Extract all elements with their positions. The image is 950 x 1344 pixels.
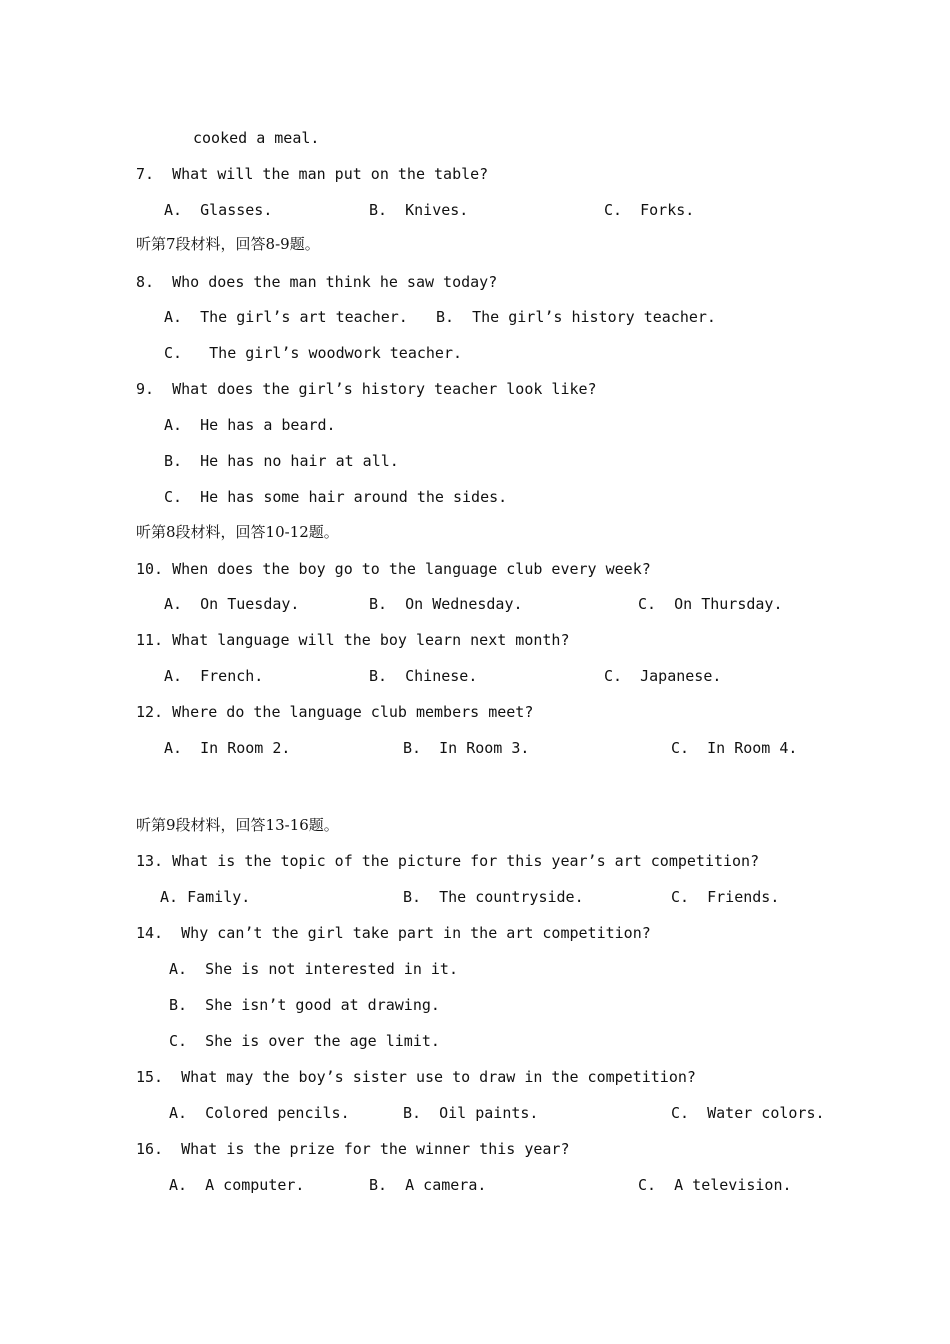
question-9: 9. What does the girl’s history teacher look like? — [136, 380, 597, 398]
q11-option-a: A. French. — [164, 667, 264, 685]
q7-option-b: B. Knives. — [369, 201, 469, 219]
q7-option-c: C. Forks. — [604, 201, 695, 219]
q12-option-b: B. In Room 3. — [403, 739, 530, 757]
q14-option-c: C. She is over the age limit. — [169, 1032, 440, 1050]
q10-option-c: C. On Thursday. — [638, 595, 783, 613]
question-15: 15. What may the boy’s sister use to draw in the competition? — [136, 1068, 696, 1086]
question-7: 7. What will the man put on the table? — [136, 165, 489, 183]
q8-option-c: C. The girl’s woodwork teacher. — [164, 344, 463, 362]
q13-option-c: C. Friends. — [671, 888, 780, 906]
question-16: 16. What is the prize for the winner this year? — [136, 1140, 570, 1158]
question-8: 8. Who does the man think he saw today? — [136, 273, 498, 291]
q9-option-b: B. He has no hair at all. — [164, 452, 399, 470]
question-11: 11. What language will the boy learn next month? — [136, 631, 570, 649]
q16-option-a: A. A computer. — [169, 1176, 305, 1194]
section-9-instruction: 听第9段材料，回答13-16题。 — [136, 816, 339, 834]
q14-option-b: B. She isn’t good at drawing. — [169, 996, 440, 1014]
q10-option-a: A. On Tuesday. — [164, 595, 300, 613]
q8-option-b: B. The girl’s history teacher. — [436, 308, 716, 326]
q9-option-a: A. He has a beard. — [164, 416, 336, 434]
q11-option-b: B. Chinese. — [369, 667, 478, 685]
q15-option-b: B. Oil paints. — [403, 1104, 539, 1122]
q7-option-a: A. Glasses. — [164, 201, 273, 219]
section-8-instruction: 听第8段材料，回答10-12题。 — [136, 523, 339, 541]
question-14: 14. Why can’t the girl take part in the art competition? — [136, 924, 651, 942]
q14-option-a: A. She is not interested in it. — [169, 960, 458, 978]
question-13: 13. What is the topic of the picture for this year’s art competition? — [136, 852, 760, 870]
q16-option-c: C. A television. — [638, 1176, 792, 1194]
q11-option-c: C. Japanese. — [604, 667, 722, 685]
q15-option-a: A. Colored pencils. — [169, 1104, 350, 1122]
section-7-instruction: 听第7段材料，回答8-9题。 — [136, 235, 320, 253]
q12-option-c: C. In Room 4. — [671, 739, 798, 757]
q12-option-a: A. In Room 2. — [164, 739, 291, 757]
q9-option-c: C. He has some hair around the sides. — [164, 488, 508, 506]
q13-option-a: A. Family. — [160, 888, 251, 906]
q16-option-b: B. A camera. — [369, 1176, 487, 1194]
q15-option-c: C. Water colors. — [671, 1104, 825, 1122]
continued-line: cooked a meal. — [193, 129, 320, 147]
question-10: 10. When does the boy go to the language club every week? — [136, 560, 651, 578]
q8-option-a: A. The girl’s art teacher. — [164, 308, 408, 326]
q13-option-b: B. The countryside. — [403, 888, 584, 906]
question-12: 12. Where do the language club members meet? — [136, 703, 534, 721]
q10-option-b: B. On Wednesday. — [369, 595, 523, 613]
